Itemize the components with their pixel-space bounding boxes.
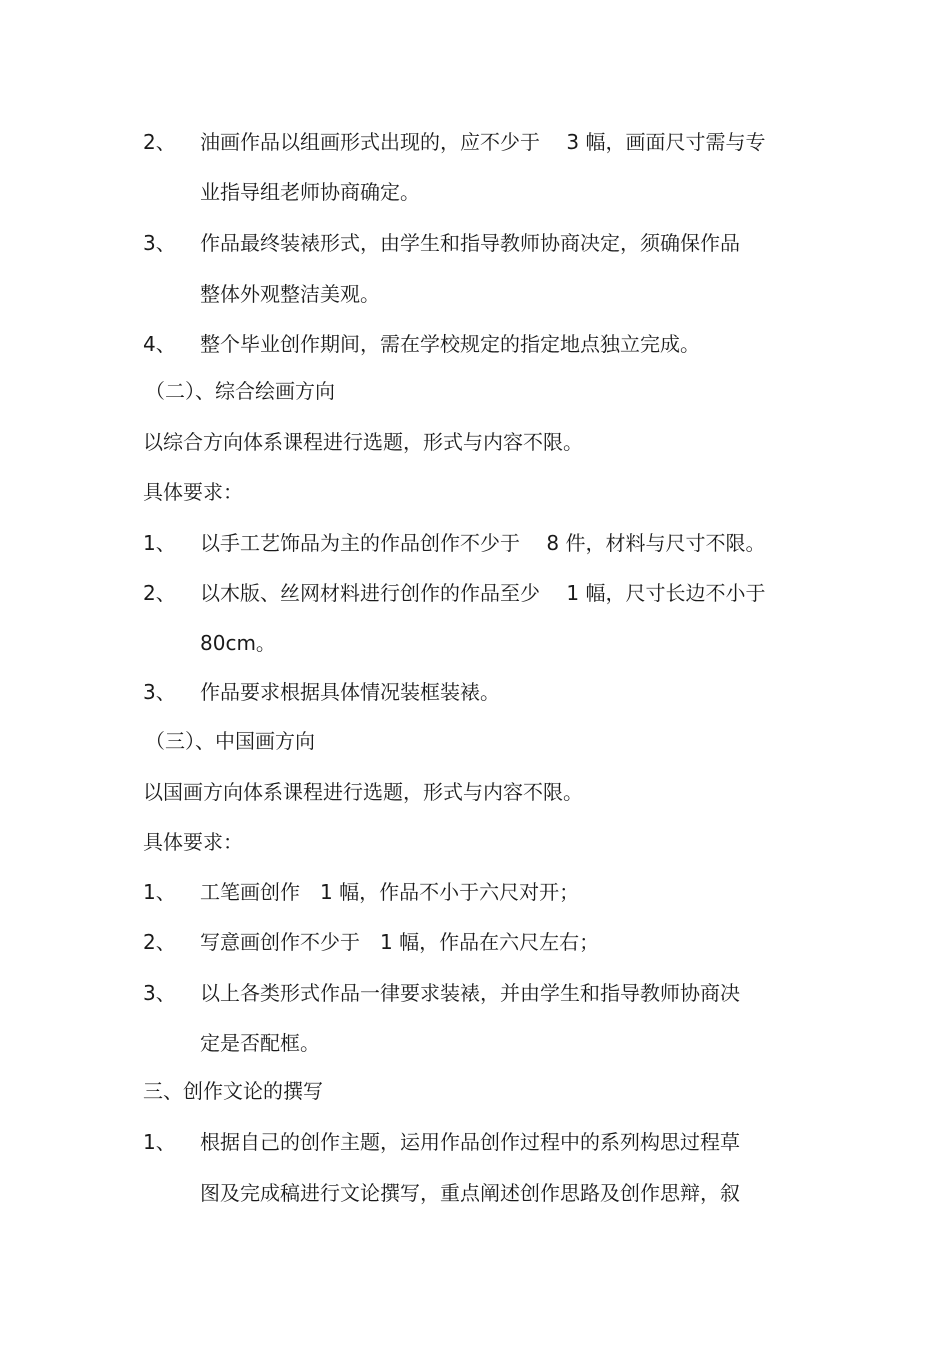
- paragraph-line: 工笔画创作 1 幅，作品不小于六尺对开；: [200, 880, 580, 904]
- list-number: 3、: [143, 981, 176, 1005]
- paragraph-line: 整体外观整洁美观。: [200, 282, 380, 306]
- paragraph-line: 具体要求：: [143, 480, 243, 504]
- paragraph-line: 写意画创作不少于 1 幅，作品在六尺左右；: [200, 930, 600, 954]
- paragraph-line: 以综合方向体系课程进行选题，形式与内容不限。: [143, 430, 583, 454]
- paragraph-line: 图及完成稿进行文论撰写，重点阐述创作思路及创作思辩，叙: [200, 1181, 740, 1205]
- section-heading: （三）、中国画方向: [145, 729, 315, 753]
- section-heading: （二）、综合绘画方向: [145, 379, 335, 403]
- list-number: 2、: [143, 581, 176, 605]
- paragraph-line: 以国画方向体系课程进行选题，形式与内容不限。: [143, 780, 583, 804]
- section-heading: 三、创作文论的撰写: [143, 1079, 323, 1103]
- paragraph-line: 具体要求：: [143, 830, 243, 854]
- paragraph-line: 整个毕业创作期间，需在学校规定的指定地点独立完成。: [200, 332, 700, 356]
- paragraph-line: 业指导组老师协商确定。: [200, 180, 420, 204]
- paragraph-line: 以木版、丝网材料进行创作的作品至少 1 幅，尺寸长边不小于: [200, 581, 766, 605]
- list-number: 2、: [143, 130, 176, 154]
- list-number: 4、: [143, 332, 176, 356]
- list-number: 1、: [143, 1130, 176, 1154]
- paragraph-line: 根据自己的创作主题，运用作品创作过程中的系列构思过程草: [200, 1130, 740, 1154]
- list-number: 1、: [143, 531, 176, 555]
- paragraph-line: 定是否配框。: [200, 1031, 320, 1055]
- list-number: 3、: [143, 231, 176, 255]
- list-number: 2、: [143, 930, 176, 954]
- paragraph-line: 作品最终装裱形式，由学生和指导教师协商决定，须确保作品: [200, 231, 740, 255]
- paragraph-line: 作品要求根据具体情况装框装裱。: [200, 680, 500, 704]
- paragraph-line: 以手工艺饰品为主的作品创作不少于 8 件，材料与尺寸不限。: [200, 531, 766, 555]
- paragraph-line: 以上各类形式作品一律要求装裱，并由学生和指导教师协商决: [200, 981, 740, 1005]
- list-number: 1、: [143, 880, 176, 904]
- list-number: 3、: [143, 680, 176, 704]
- paragraph-line: 80cm。: [200, 631, 276, 655]
- paragraph-line: 油画作品以组画形式出现的，应不少于 3 幅，画面尺寸需与专: [200, 130, 766, 154]
